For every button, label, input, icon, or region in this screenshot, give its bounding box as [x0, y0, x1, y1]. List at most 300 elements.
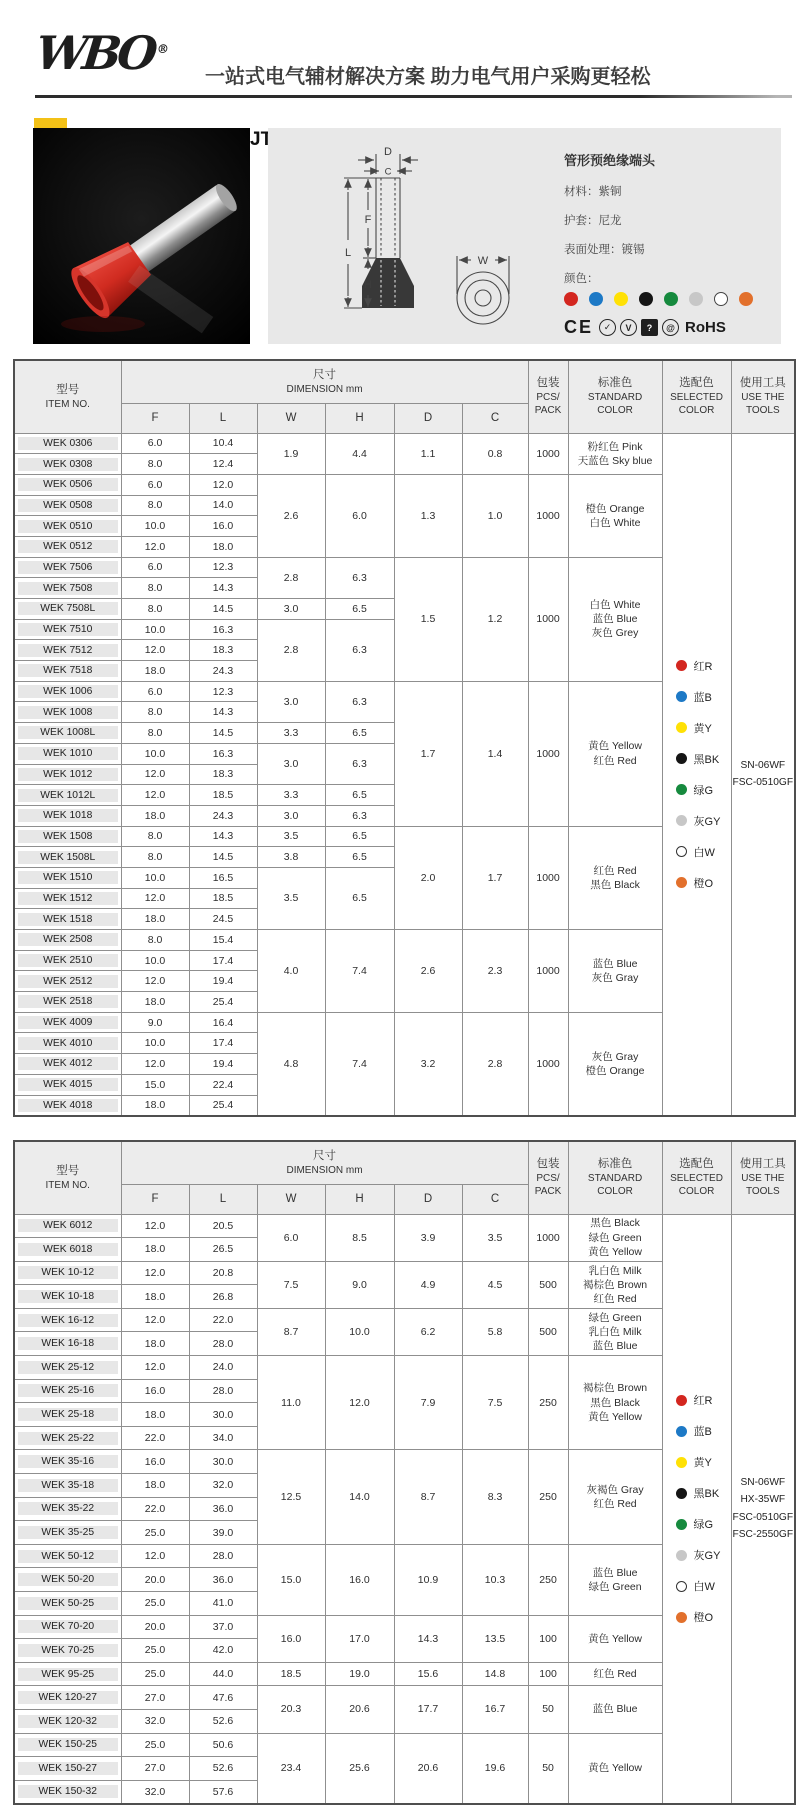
dim-w-cell: 4.0	[257, 930, 325, 1013]
selected-color-label: 蓝B	[693, 1426, 712, 1439]
standard-color-cell	[568, 1544, 662, 1615]
selected-color-label: 黄Y	[693, 722, 712, 735]
dim-w-cell: 7.5	[257, 1261, 325, 1308]
item-cell	[14, 495, 121, 516]
dim-f-cell: 8.0	[121, 702, 189, 723]
dim-label-h: H	[364, 279, 372, 291]
dim-w-cell: 1.9	[257, 433, 325, 474]
dim-f-cell: 18.0	[121, 909, 189, 930]
standard-color-line: 黄色 Yellow	[588, 1632, 642, 1645]
dim-f-cell: 8.0	[121, 578, 189, 599]
dim-h-cell: 6.3	[325, 681, 394, 722]
standard-color-line: 黄色 Yellow	[588, 1762, 642, 1775]
dim-label-l: L	[344, 247, 352, 259]
dim-label-w: W	[477, 255, 489, 267]
item-cell	[14, 702, 121, 723]
dim-f-cell: 10.0	[121, 950, 189, 971]
surface-spec: 表面处理：镀锡	[564, 244, 645, 256]
dim-h-cell: 6.0	[325, 474, 394, 557]
dim-l-cell: 22.0	[189, 1308, 257, 1332]
header-dim-line: DIMENSION mm	[286, 1164, 363, 1176]
item-cell	[14, 1662, 121, 1686]
dim-l-cell: 24.0	[189, 1356, 257, 1380]
selected-color-dot	[676, 753, 687, 764]
item-cell	[14, 1356, 121, 1380]
item-label: WEK 150-32	[18, 1785, 118, 1798]
standard-color-line: 黄色 Yellow	[588, 1245, 642, 1258]
dim-l-cell: 36.0	[189, 1568, 257, 1592]
pack-cell: 100	[528, 1615, 568, 1662]
selected-color-dot	[676, 815, 687, 826]
dim-w-cell: 4.8	[257, 1012, 325, 1115]
item-label: WEK 0308	[18, 458, 118, 471]
item-label: WEK 1510	[18, 871, 118, 884]
header-selected-color-line: COLOR	[678, 405, 715, 417]
tool-name: FSC-0510GF	[732, 777, 794, 789]
dim-l-cell: 30.0	[189, 1403, 257, 1427]
dim-l-cell: 14.0	[189, 495, 257, 516]
header-pack	[528, 1141, 568, 1214]
standard-color-line: 黄色 Yellow	[588, 1410, 642, 1423]
item-cell	[14, 619, 121, 640]
selected-color-dot	[676, 846, 687, 857]
header-item-line: ITEM NO.	[45, 398, 90, 410]
dim-d-cell: 2.6	[394, 930, 462, 1013]
selected-color-list	[663, 658, 731, 891]
item-cell	[14, 681, 121, 702]
item-label: WEK 4009	[18, 1016, 118, 1029]
standard-color-line: 灰褐色 Gray	[586, 1483, 644, 1496]
dim-l-cell: 28.0	[189, 1544, 257, 1568]
dim-f-cell: 6.0	[121, 681, 189, 702]
standard-color-cell	[568, 826, 662, 929]
product-photo	[33, 128, 250, 344]
dim-f-cell: 8.0	[121, 826, 189, 847]
standard-color-cell	[568, 1450, 662, 1544]
dim-d-cell: 1.5	[394, 557, 462, 681]
dim-l-cell: 39.0	[189, 1521, 257, 1545]
standard-color-line: 橙色 Orange	[585, 502, 645, 515]
dim-f-cell: 25.0	[121, 1733, 189, 1757]
dim-label-c: C	[384, 166, 392, 178]
dim-d-cell: 10.9	[394, 1544, 462, 1615]
selected-color-item	[676, 1392, 713, 1408]
standard-color-cell	[568, 1261, 662, 1308]
dim-h-cell: 7.4	[325, 1012, 394, 1115]
dim-f-cell: 18.0	[121, 1238, 189, 1262]
item-cell	[14, 1615, 121, 1639]
item-cell	[14, 1780, 121, 1804]
item-label: WEK 150-27	[18, 1762, 118, 1775]
dim-h-cell: 6.5	[325, 723, 394, 744]
dim-label-f: F	[364, 214, 372, 226]
pack-cell: 250	[528, 1544, 568, 1615]
item-cell	[14, 826, 121, 847]
dim-l-cell: 12.0	[189, 474, 257, 495]
standard-color-line: 蓝色 Blue	[592, 1566, 638, 1579]
tools-cell	[731, 433, 795, 1116]
standard-color-line: 蓝色 Blue	[592, 957, 638, 970]
dim-l-cell: 41.0	[189, 1592, 257, 1616]
selected-color-label: 橙O	[693, 877, 714, 890]
selected-color-item	[676, 875, 714, 891]
item-cell	[14, 1403, 121, 1427]
dim-f-cell: 12.0	[121, 1308, 189, 1332]
item-cell	[14, 1238, 121, 1262]
item-label: WEK 0508	[18, 499, 118, 512]
item-label: WEK 2510	[18, 954, 118, 967]
dim-l-cell: 34.0	[189, 1426, 257, 1450]
table-1	[13, 359, 796, 1117]
selected-color-cell	[662, 433, 731, 1116]
dim-l-cell: 20.5	[189, 1214, 257, 1238]
item-label: WEK 1518	[18, 913, 118, 926]
dim-f-cell: 12.0	[121, 971, 189, 992]
standard-color-line: 褐棕色 Brown	[582, 1382, 648, 1395]
pack-cell: 50	[528, 1733, 568, 1804]
standard-color-cell	[568, 474, 662, 557]
header-item-line: 型号	[56, 1164, 80, 1177]
dim-h-cell: 12.0	[325, 1356, 394, 1450]
item-cell	[14, 1568, 121, 1592]
standard-color-line: 褐棕色 Brown	[582, 1278, 648, 1291]
selected-color-label: 绿G	[693, 784, 714, 797]
dim-f-cell: 12.0	[121, 764, 189, 785]
dim-f-cell: 16.0	[121, 1450, 189, 1474]
dim-f-cell: 8.0	[121, 599, 189, 620]
sleeve-spec: 护套：尼龙	[564, 215, 622, 227]
item-cell	[14, 1497, 121, 1521]
item-cell	[14, 950, 121, 971]
dim-c-cell: 7.5	[462, 1356, 528, 1450]
header-dim-d: D	[394, 403, 462, 433]
header-tools	[731, 1141, 795, 1214]
header-tools-line: TOOLS	[745, 1186, 780, 1198]
selected-color-item	[676, 1516, 714, 1532]
item-label: WEK 35-18	[18, 1479, 118, 1492]
dim-w-cell: 3.3	[257, 785, 325, 806]
dim-d-cell: 1.3	[394, 474, 462, 557]
tool-name: HX-35WF	[740, 1494, 786, 1506]
pack-cell: 500	[528, 1308, 568, 1355]
header-dim-l: L	[189, 403, 257, 433]
dim-l-cell: 50.6	[189, 1733, 257, 1757]
standard-color-line: 蓝色 Blue	[592, 1340, 638, 1353]
item-cell	[14, 743, 121, 764]
pack-cell: 1000	[528, 826, 568, 929]
item-cell	[14, 578, 121, 599]
header-dimension	[121, 1141, 528, 1184]
item-cell	[14, 1592, 121, 1616]
header-selected-color	[662, 360, 731, 433]
selected-color-dot	[676, 1519, 687, 1530]
standard-color-line: 白色 White	[589, 516, 641, 529]
dim-f-cell: 12.0	[121, 1214, 189, 1238]
dim-f-cell: 12.0	[121, 888, 189, 909]
header-item-line: 型号	[56, 383, 80, 396]
item-cell	[14, 433, 121, 454]
item-cell	[14, 557, 121, 578]
dim-l-cell: 26.8	[189, 1285, 257, 1309]
dim-f-cell: 10.0	[121, 619, 189, 640]
dim-h-cell: 6.3	[325, 619, 394, 681]
dim-f-cell: 8.0	[121, 847, 189, 868]
color-dots	[564, 292, 774, 306]
selected-color-cell	[662, 1214, 731, 1804]
item-label: WEK 2518	[18, 995, 118, 1008]
header-selected-color	[662, 1141, 731, 1214]
item-label: WEK 4018	[18, 1099, 118, 1112]
dim-h-cell: 6.3	[325, 743, 394, 784]
header-standard-color	[568, 1141, 662, 1214]
dim-label-d: D	[384, 146, 392, 158]
dim-l-cell: 24.5	[189, 909, 257, 930]
header-standard-color-line: STANDARD	[587, 392, 643, 404]
dim-l-cell: 16.0	[189, 516, 257, 537]
dim-c-cell: 1.7	[462, 826, 528, 929]
dim-c-cell: 1.0	[462, 474, 528, 557]
dim-w-cell: 6.0	[257, 1214, 325, 1261]
pack-cell: 50	[528, 1686, 568, 1733]
item-label: WEK 7508	[18, 582, 118, 595]
item-label: WEK 1012L	[18, 789, 118, 802]
dim-f-cell: 10.0	[121, 867, 189, 888]
dim-h-cell: 25.6	[325, 1733, 394, 1804]
dim-l-cell: 18.0	[189, 536, 257, 557]
item-cell	[14, 1379, 121, 1403]
color-dot	[564, 292, 578, 306]
item-cell	[14, 1012, 121, 1033]
standard-color-line: 灰色 Gray	[591, 1050, 639, 1063]
item-cell	[14, 599, 121, 620]
dim-l-cell: 12.3	[189, 557, 257, 578]
standard-color-line: 红色 Red	[593, 1667, 637, 1680]
standard-color-cell	[568, 1733, 662, 1804]
dim-l-cell: 30.0	[189, 1450, 257, 1474]
dim-l-cell: 10.4	[189, 433, 257, 454]
selected-color-dot	[676, 1488, 687, 1499]
dim-f-cell: 18.0	[121, 805, 189, 826]
selected-color-item	[676, 782, 714, 798]
standard-color-cell	[568, 1662, 662, 1686]
tool-name: SN-06WF	[740, 759, 786, 771]
item-cell	[14, 1474, 121, 1498]
dim-c-cell: 2.8	[462, 1012, 528, 1115]
selected-color-dot	[676, 691, 687, 702]
dim-h-cell: 6.5	[325, 785, 394, 806]
selected-color-item	[676, 844, 715, 860]
dim-c-cell: 13.5	[462, 1615, 528, 1662]
dim-l-cell: 25.4	[189, 992, 257, 1013]
pack-cell: 500	[528, 1261, 568, 1308]
dim-l-cell: 14.3	[189, 702, 257, 723]
selected-color-item	[676, 813, 721, 829]
item-label: WEK 6012	[18, 1219, 118, 1232]
reflection	[61, 316, 145, 332]
dim-f-cell: 12.0	[121, 785, 189, 806]
selected-color-item	[676, 1485, 720, 1501]
header-pack-line: PACK	[534, 405, 562, 417]
item-label: WEK 35-16	[18, 1455, 118, 1468]
item-cell	[14, 1521, 121, 1545]
product-spec-panel	[268, 128, 781, 344]
v-mark-circle-icon: V	[620, 319, 637, 336]
header-divider	[35, 95, 792, 98]
standard-color-line: 白色 White	[589, 598, 641, 611]
item-cell	[14, 909, 121, 930]
wbo-logo: WBO®	[33, 26, 170, 80]
item-cell	[14, 971, 121, 992]
dim-f-cell: 8.0	[121, 495, 189, 516]
dim-w-cell: 2.8	[257, 619, 325, 681]
dim-l-cell: 19.4	[189, 1054, 257, 1075]
item-label: WEK 0510	[18, 520, 118, 533]
header-selected-color-line: SELECTED	[670, 392, 723, 404]
dim-f-cell: 8.0	[121, 454, 189, 475]
selected-color-item	[676, 751, 720, 767]
standard-color-cell	[568, 433, 662, 474]
dim-w-cell: 8.7	[257, 1308, 325, 1355]
item-cell	[14, 764, 121, 785]
dim-f-cell: 27.0	[121, 1757, 189, 1781]
dim-w-cell: 3.5	[257, 867, 325, 929]
colors-label: 颜色：	[564, 273, 599, 285]
item-label: WEK 25-18	[18, 1408, 118, 1421]
dim-f-cell: 18.0	[121, 1474, 189, 1498]
dim-d-cell: 3.9	[394, 1214, 462, 1261]
item-cell	[14, 516, 121, 537]
selected-color-dot	[676, 1426, 687, 1437]
item-cell	[14, 1733, 121, 1757]
item-cell	[14, 1214, 121, 1238]
dim-w-cell: 12.5	[257, 1450, 325, 1544]
dim-f-cell: 18.0	[121, 1285, 189, 1309]
dim-f-cell: 18.0	[121, 1332, 189, 1356]
dim-w-cell: 3.8	[257, 847, 325, 868]
dim-f-cell: 25.0	[121, 1662, 189, 1686]
dim-h-cell: 6.5	[325, 826, 394, 847]
selected-color-item	[676, 1547, 721, 1563]
tools-cell	[731, 1214, 795, 1804]
standard-color-cell	[568, 1012, 662, 1115]
dim-l-cell: 16.3	[189, 743, 257, 764]
dim-l-cell: 16.3	[189, 619, 257, 640]
dim-f-cell: 10.0	[121, 516, 189, 537]
dim-f-cell: 15.0	[121, 1074, 189, 1095]
dim-f-cell: 22.0	[121, 1497, 189, 1521]
dim-l-cell: 18.5	[189, 888, 257, 909]
dim-f-cell: 12.0	[121, 640, 189, 661]
item-label: WEK 2512	[18, 975, 118, 988]
table-2-container	[13, 1140, 796, 1805]
item-cell	[14, 1450, 121, 1474]
item-label: WEK 4015	[18, 1078, 118, 1091]
ce-mark-icon: CE	[564, 317, 594, 337]
dim-f-cell: 12.0	[121, 1054, 189, 1075]
item-label: WEK 7506	[18, 561, 118, 574]
selected-color-item	[676, 720, 712, 736]
selected-color-label: 蓝B	[693, 691, 712, 704]
dim-l-cell: 25.4	[189, 1095, 257, 1116]
dim-d-cell: 4.9	[394, 1261, 462, 1308]
dim-f-cell: 10.0	[121, 1033, 189, 1054]
header-item	[14, 360, 121, 433]
item-label: WEK 1512	[18, 892, 118, 905]
dim-l-cell: 26.5	[189, 1238, 257, 1262]
dim-w-cell: 3.0	[257, 681, 325, 722]
item-cell	[14, 1308, 121, 1332]
cert-badges	[599, 319, 679, 336]
dim-c-cell: 1.2	[462, 557, 528, 681]
dim-w-cell: 3.0	[257, 743, 325, 784]
dim-c-cell: 0.8	[462, 433, 528, 474]
dim-c-cell: 14.8	[462, 1662, 528, 1686]
item-label: WEK 10-18	[18, 1290, 118, 1303]
dim-l-cell: 24.3	[189, 805, 257, 826]
header-tools	[731, 360, 795, 433]
header-dim-w: W	[257, 403, 325, 433]
color-dot	[639, 292, 653, 306]
dim-c-cell: 19.6	[462, 1733, 528, 1804]
dim-f-cell: 16.0	[121, 1379, 189, 1403]
selected-color-dot	[676, 1457, 687, 1468]
item-cell	[14, 1261, 121, 1285]
item-label: WEK 1508	[18, 830, 118, 843]
dim-l-cell: 17.4	[189, 950, 257, 971]
standard-color-cell	[568, 930, 662, 1013]
color-dot	[739, 292, 753, 306]
item-label: WEK 4010	[18, 1037, 118, 1050]
dim-l-cell: 57.6	[189, 1780, 257, 1804]
dim-f-cell: 18.0	[121, 1095, 189, 1116]
pack-cell: 1000	[528, 681, 568, 826]
dim-c-cell: 3.5	[462, 1214, 528, 1261]
item-label: WEK 1010	[18, 747, 118, 760]
item-cell	[14, 992, 121, 1013]
selected-color-label: 白W	[693, 1581, 715, 1594]
dim-f-cell: 9.0	[121, 1012, 189, 1033]
header-tools-line: 使用工具	[739, 377, 786, 390]
dim-h-cell: 9.0	[325, 1261, 394, 1308]
dim-d-cell: 15.6	[394, 1662, 462, 1686]
dim-d-cell: 3.2	[394, 1012, 462, 1115]
dim-l-cell: 14.3	[189, 826, 257, 847]
dim-l-cell: 17.4	[189, 1033, 257, 1054]
dim-w-cell: 3.0	[257, 805, 325, 826]
selected-color-item	[676, 689, 712, 705]
item-cell	[14, 867, 121, 888]
dim-d-cell: 14.3	[394, 1615, 462, 1662]
color-dot	[689, 292, 703, 306]
header-tools-line: TOOLS	[745, 405, 780, 417]
dim-w-cell: 3.3	[257, 723, 325, 744]
selected-color-label: 红R	[693, 660, 713, 673]
pack-cell: 250	[528, 1450, 568, 1544]
standard-color-line: 天蓝色 Sky blue	[577, 454, 653, 467]
dim-w-cell: 23.4	[257, 1733, 325, 1804]
dim-w-cell: 11.0	[257, 1356, 325, 1450]
item-label: WEK 16-18	[18, 1337, 118, 1350]
item-cell	[14, 1332, 121, 1356]
item-cell	[14, 1033, 121, 1054]
dim-l-cell: 19.4	[189, 971, 257, 992]
standard-color-cell	[568, 557, 662, 681]
item-cell	[14, 785, 121, 806]
dim-h-cell: 17.0	[325, 1615, 394, 1662]
dim-h-cell: 19.0	[325, 1662, 394, 1686]
item-label: WEK 7510	[18, 623, 118, 636]
header-standard-color-line: 标准色	[597, 1158, 633, 1171]
